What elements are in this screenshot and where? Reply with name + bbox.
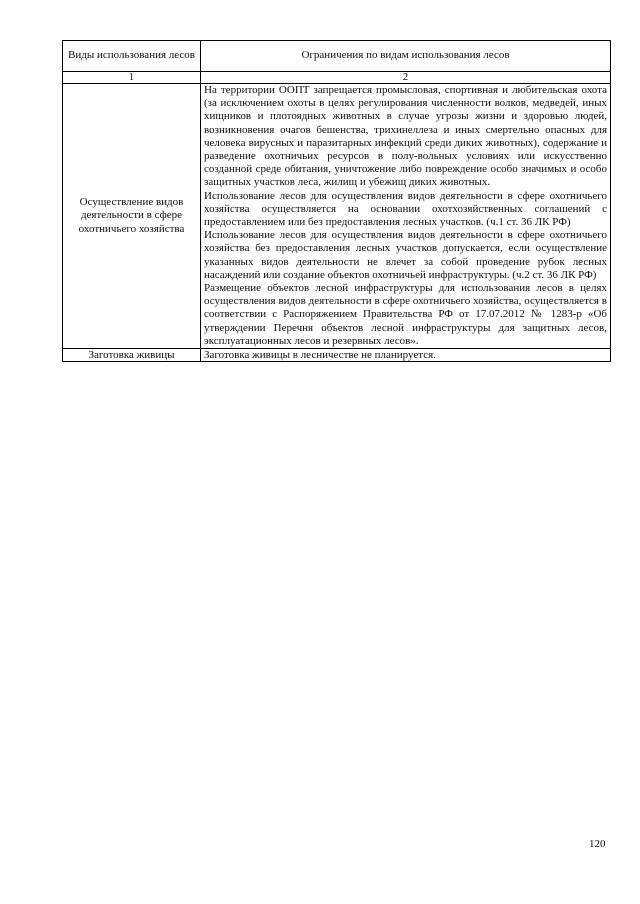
forest-use-restrictions-table — [62, 40, 611, 362]
table-row — [63, 349, 611, 362]
row-label-hunting: Осуществление видов деятельности в сфере охотничьего хозяйства — [63, 84, 201, 349]
restriction-paragraph: Размещение объектов лесной инфраструктуры для использования лесов в целях осуществления видов деятельности в сфере охотничьего хозяйства, осуществляется в соответствии с Распоряжением Правительства РФ от 17.07.2012 № 1283-р «Об утверждении Перечня объектов лесной инфраструктуры для защитных лесов, эксплуатационных лесов и резервных лесов». — [204, 282, 607, 347]
page-number: 120 — [589, 838, 606, 850]
column-number-2: 2 — [201, 72, 611, 84]
table-header-row — [63, 41, 611, 72]
restriction-paragraph: На территории ООПТ запрещается промысловая, спортивная и любительская охота (за исключением охоты в целях регулирования численности волков, медведей, иных хищников и плотоядных животных в случае угрозы жизни и здоровью людей, возникновения очагов бешенства, трихинеллеза и иных смертельно опасных для человека вирусных и паразитарных инфекций среди диких животных), содержание и разведение охотничьих ресурсов в полу-вольных условиях или искусственно созданной среде обитания, уничтожение либо повреждение особо значимых и особо защитных участков леса, жилищ и убежищ диких животных. — [204, 84, 607, 189]
restriction-paragraph: Использование лесов для осуществления видов деятельности в сфере охотничьего хозяйства без предоставления лесных участков допускается, если осуществление указанных видов деятельности не влечет за собой проведение рубок лесных насаждений или создание объектов охотничьей инфраструктуры. (ч.2 ст. 36 ЛК РФ) — [204, 229, 607, 281]
column-numbers-row — [63, 72, 611, 84]
table-row — [63, 84, 611, 349]
restriction-paragraph: Использование лесов для осуществления видов деятельности в сфере охотничьего хозяйства осуществляется на основании охотхозяйственных соглашений с предоставлением или без предоставления лесных участков. (ч.1 ст. 36 ЛК РФ) — [204, 189, 607, 229]
column-number-1: 1 — [63, 72, 201, 84]
row-label-resin: Заготовка живицы — [63, 349, 201, 362]
row-restrictions-hunting — [201, 84, 611, 349]
row-restrictions-resin: Заготовка живицы в лесничестве не планируется. — [201, 349, 611, 362]
header-col2: Ограничения по видам использования лесов — [201, 41, 611, 72]
header-col1: Виды использования лесов — [63, 41, 201, 72]
